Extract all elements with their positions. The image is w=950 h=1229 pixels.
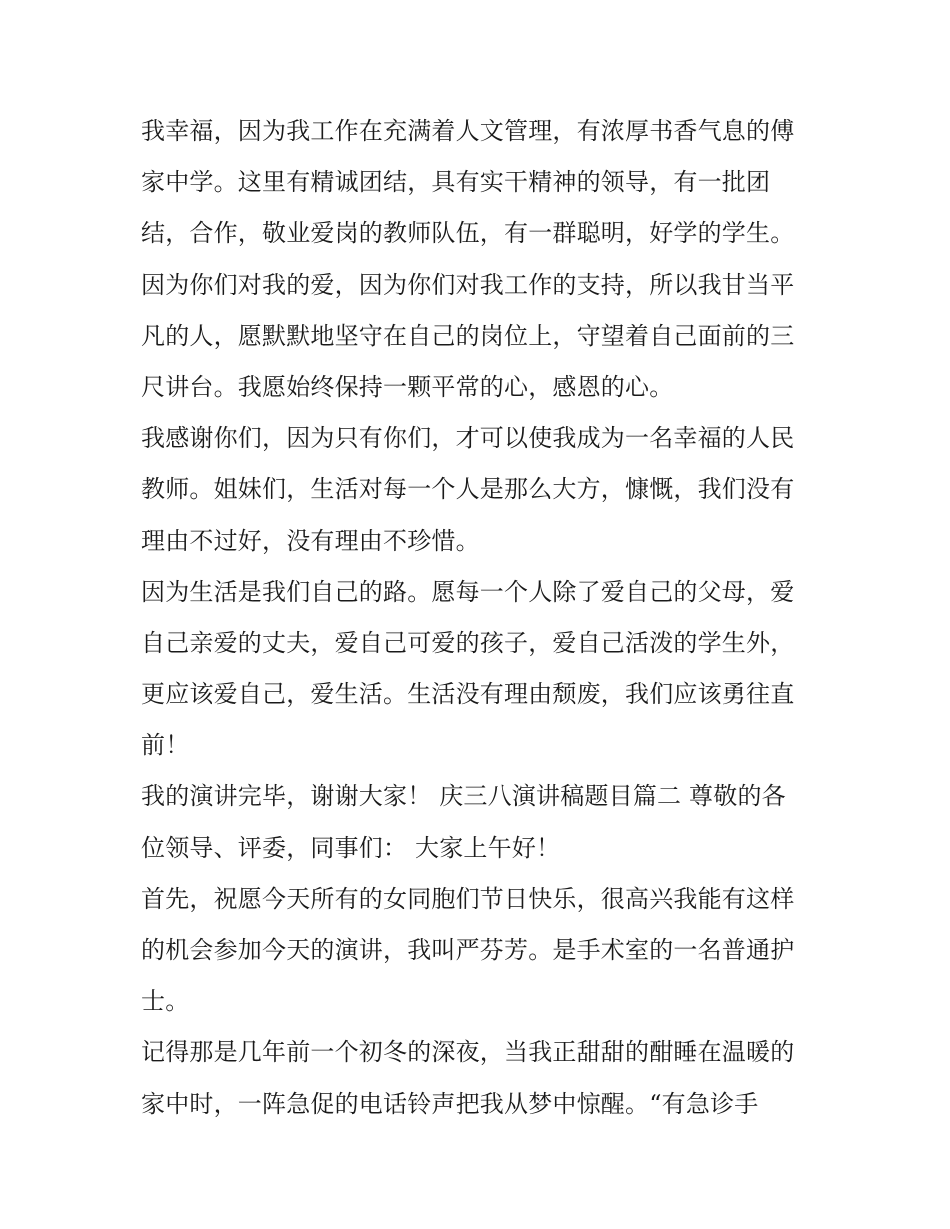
text-line: 我感谢你们，因为只有你们，才可以使我成为一名幸福的人民: [141, 424, 795, 453]
text-line: 前！: [141, 731, 190, 760]
text-line: 士。: [141, 987, 190, 1016]
text-line: 教师。姐妹们，生活对每一个人是那么大方，慷慨，我们没有: [141, 475, 795, 504]
text-line: 我的演讲完毕，谢谢大家！ 庆三八演讲稿题目篇二 尊敬的各: [141, 782, 786, 811]
text-line: 的机会参加今天的演讲，我叫严芬芳。是手术室的一名普通护: [141, 936, 795, 964]
text-line: 记得那是几年前一个初冬的深夜，当我正甜甜的酣睡在温暖的: [141, 1038, 795, 1067]
text-line: 家中学。这里有精诚团结，具有实干精神的领导，有一批团: [141, 168, 771, 197]
text-line: 更应该爱自己，爱生活。生活没有理由颓废，我们应该勇往直: [141, 680, 795, 709]
text-line: 首先，祝愿今天所有的女同胞们节日快乐，很高兴我能有这样: [141, 884, 795, 913]
text-line: 我幸福，因为我工作在充满着人文管理，有浓厚书香气息的傅: [141, 117, 795, 145]
text-line: 理由不过好，没有理由不珍惜。: [141, 526, 480, 555]
text-line: 位领导、评委，同事们： 大家上午好！: [141, 833, 561, 862]
text-line: 因为生活是我们自己的路。愿每一个人除了爱自己的父母，爱: [141, 577, 795, 606]
text-line: 结，合作，敬业爱岗的教师队伍，有一群聪明，好学的学生。: [141, 219, 795, 248]
text-line: 尺讲台。我愿始终保持一颗平常的心，感恩的心。: [141, 372, 674, 401]
text-line: 自己亲爱的丈夫，爱自己可爱的孩子，爱自己活泼的学生外，: [141, 628, 795, 657]
text-line: 凡的人，愿默默地坚守在自己的岗位上，守望着自己面前的三: [141, 321, 795, 350]
text-line: 因为你们对我的爱，因为你们对我工作的支持，所以我甘当平: [141, 270, 795, 299]
text-line: 家中时，一阵急促的电话铃声把我从梦中惊醒。“有急诊手: [141, 1089, 759, 1118]
body-text: [141, 106, 821, 1130]
